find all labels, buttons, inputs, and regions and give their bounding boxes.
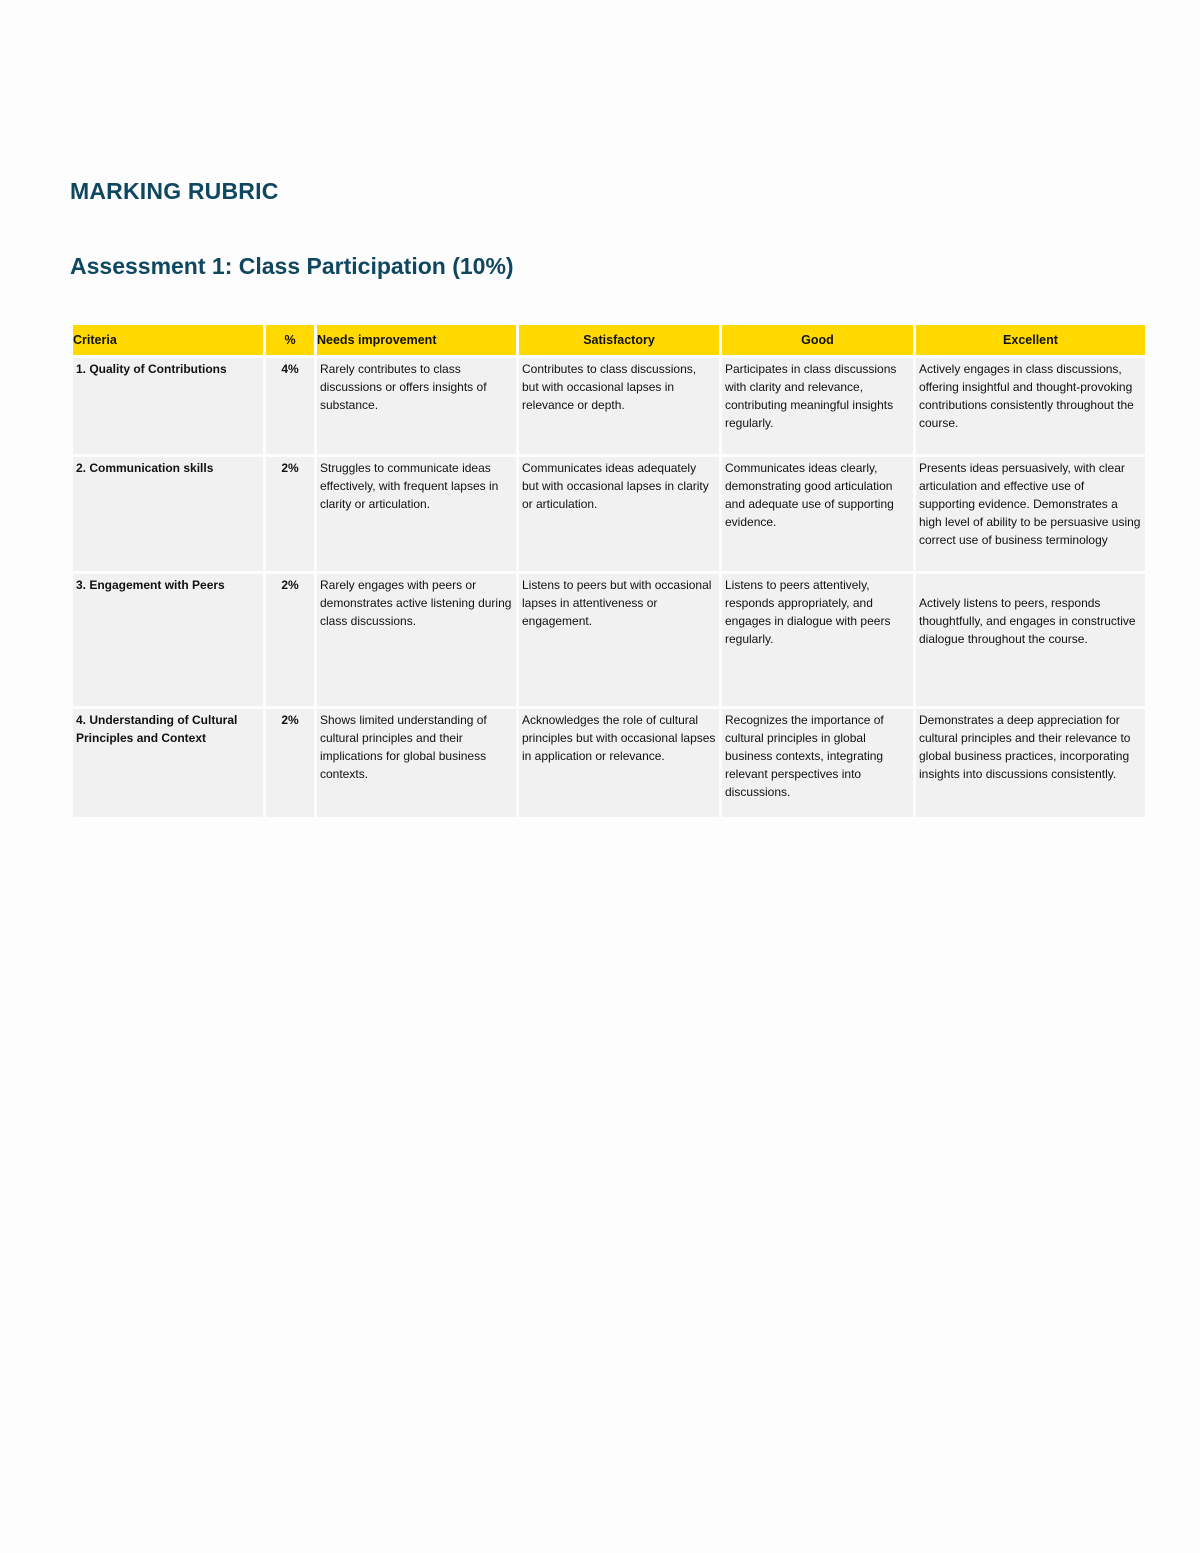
good-cell: Listens to peers attentively, responds appropriately, and engages in dialogue with peers regularly. [722, 574, 913, 706]
excellent-cell: Actively listens to peers, responds thoughtfully, and engages in constructive dialogue throughout the course. [916, 574, 1145, 706]
criteria-cell: 2. Communication skills [73, 457, 263, 571]
satisfactory-cell: Listens to peers but with occasional lapses in attentiveness or engagement. [519, 574, 719, 706]
good-cell: Communicates ideas clearly, demonstrating good articulation and adequate use of supporting evidence. [722, 457, 913, 571]
satisfactory-cell: Communicates ideas adequately but with occasional lapses in clarity or articulation. [519, 457, 719, 571]
excellent-cell: Presents ideas persuasively, with clear articulation and effective use of supporting evidence. Demonstrates a high level of ability to be persuasive using correct use of business terminology [916, 457, 1145, 571]
header-satisfactory: Satisfactory [519, 325, 719, 355]
criteria-cell: 3. Engagement with Peers [73, 574, 263, 706]
excellent-cell: Actively engages in class discussions, offering insightful and thought-provoking contributions consistently throughout the course. [916, 358, 1145, 454]
good-cell: Participates in class discussions with clarity and relevance, contributing meaningful insights regularly. [722, 358, 913, 454]
percent-cell: 2% [266, 574, 314, 706]
needs-improvement-cell: Shows limited understanding of cultural principles and their implications for global business contexts. [317, 709, 516, 817]
percent-cell: 2% [266, 457, 314, 571]
satisfactory-cell: Acknowledges the role of cultural principles but with occasional lapses in application or relevance. [519, 709, 719, 817]
header-good: Good [722, 325, 913, 355]
criteria-cell: 1. Quality of Contributions [73, 358, 263, 454]
assessment-heading: Assessment 1: Class Participation (10%) [70, 253, 514, 279]
excellent-cell: Demonstrates a deep appreciation for cultural principles and their relevance to global business practices, incorporating insights into discussions consistently. [916, 709, 1145, 817]
rubric-table [70, 322, 1148, 820]
needs-improvement-cell: Struggles to communicate ideas effectively, with frequent lapses in clarity or articulation. [317, 457, 516, 571]
header-percent: % [266, 325, 314, 355]
table-row [73, 574, 1145, 706]
criteria-cell: 4. Understanding of Cultural Principles and Context [73, 709, 263, 817]
table-row [73, 709, 1145, 817]
table-row [73, 358, 1145, 454]
needs-improvement-cell: Rarely contributes to class discussions or offers insights of substance. [317, 358, 516, 454]
percent-cell: 4% [266, 358, 314, 454]
satisfactory-cell: Contributes to class discussions, but with occasional lapses in relevance or depth. [519, 358, 719, 454]
header-needs-improvement: Needs improvement [317, 325, 516, 355]
percent-cell: 2% [266, 709, 314, 817]
table-header-row [73, 325, 1145, 355]
page-title: MARKING RUBRIC [70, 178, 279, 204]
table-row [73, 457, 1145, 571]
header-criteria: Criteria [73, 325, 263, 355]
needs-improvement-cell: Rarely engages with peers or demonstrates active listening during class discussions. [317, 574, 516, 706]
good-cell: Recognizes the importance of cultural principles in global business contexts, integrating relevant perspectives into discussions. [722, 709, 913, 817]
header-excellent: Excellent [916, 325, 1145, 355]
